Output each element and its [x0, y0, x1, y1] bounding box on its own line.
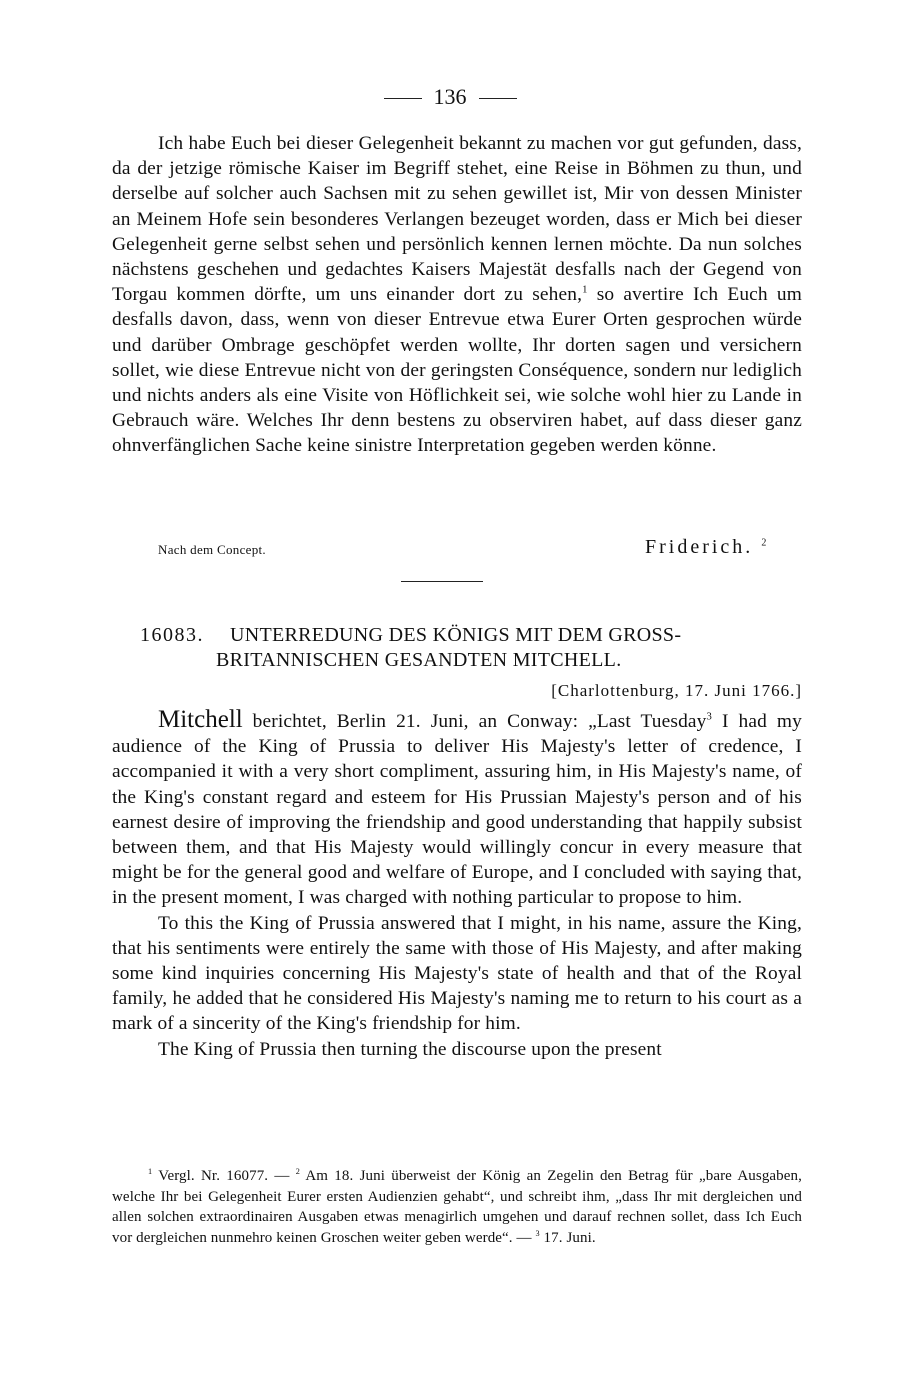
report-paragraph-3: The King of Prussia then turning the discourse upon the present	[158, 1038, 662, 1060]
section-title-line2: BRITANNISCHEN GESANDTEN MITCHELL.	[216, 649, 622, 671]
letter-text-continued: so avertire Ich Euch um desfalls davon, dass, wenn von dieser Entrevue etwa Eurer Orten gesprochen würde und darüber Ombrage geschöpfet werden wollte, Ihr dorten sagen und versichern sollet, wie diese Entrevue nicht von der geringsten Conséquence, sondern nur lediglich und nichts anders als eine Visite von Höflichkeit sei, wie solche wohl hier zu Lande in Gebrauch wäre. Welches Ihr denn bestens zu observiren habet, auf dass dieser ganz ohnverfänglichen Sache keine sinistre Interpretation gegeben werden könne.	[112, 284, 802, 457]
footnotes	[112, 1166, 802, 1248]
letter-body	[112, 131, 802, 459]
footnote-1: Vergl. Nr. 16077. —	[152, 1168, 296, 1184]
signature-name: Friderich.	[645, 536, 754, 558]
source-note: Nach dem Concept.	[158, 542, 266, 557]
report-paragraph-2: To this the King of Prussia answered that I might, in his name, assure the King, that his sentiments were entirely the same with those of His Majesty, and after making some kind inquiries concerning His Majesty's state of health and that of the Royal family, he added that he considered His Majesty's naming me to return to his court as a mark of a sincerity of the King's friendship for him.	[112, 912, 802, 1035]
header-rule-left	[384, 98, 422, 99]
report-body	[112, 707, 802, 1062]
report-first-word: Mitchell	[158, 706, 243, 733]
page-number: 136	[433, 84, 467, 109]
section-heading	[140, 623, 800, 673]
section-date: [Charlottenburg, 17. Juni 1766.]	[551, 681, 802, 700]
section-number: 16083.	[140, 624, 204, 646]
heading-line-1	[140, 623, 800, 648]
footnote-ref-3: 3	[706, 710, 713, 723]
footnote-3-mark: 3	[535, 1228, 540, 1238]
report-p1: berichtet, Berlin 21. Juni, an Conway: „Last Tuesday	[242, 711, 707, 732]
letter-text: Ich habe Euch bei dieser Gelegenheit bekannt zu machen vor gut gefunden, dass, da der jetzige römische Kaiser im Begriff stehet, eine Reise in Böhmen zu thun, und derselbe auf solcher auch Sachsen mit zu sehen gewillet ist, Mir von dessen Minister an Meinem Hofe sein besonderes Verlangen bezeuget worden, dass er Mich bei dieser Gelegenheit gerne selbst sehen und persönlich kennen lernen möchte. Da nun solches nächstens geschehen und gedachtes Kaisers Majestät desfalls nach der Gegend von Torgau kommen dörfte, um uns einander dort zu sehen,	[112, 133, 802, 306]
report-p1-continued: I had my audience of the King of Prussia to deliver His Majesty's letter of credence, I accompanied it with a very short compliment, assuring him, in His Majesty's name, of the King's constant regard and esteem for His Prussian Majesty's person and of his earnest desire of improving the friendship and good understanding that happily subsist between them, and that His Majesty would willingly concur in every measure that might be for the general good and welfare of Europe, and I concluded with saying that, in the present moment, I was charged with nothing particular to propose to him.	[112, 711, 802, 909]
letter-paragraph	[112, 131, 802, 459]
footnote-ref-2: 2	[761, 537, 767, 549]
footnote-ref-1: 1	[582, 283, 588, 296]
footnote-paragraph	[112, 1166, 802, 1248]
footnote-2: Am 18. Juni überweist der König an Zegelin den Betrag für „bare Ausgaben, welche Ihr bei Gelegenheit Eurer ersten Audienzien gehabt“, und schreibt ihm, „dass Ihr mit dergleichen und allen solchen extraordinairen Ausgaben etwas menagirlich umgehen und darauf rechnen sollet, dass Ich Euch vor dergleichen nunmehro keinen Groschen weiter geben werde“. —	[112, 1168, 802, 1246]
section-divider	[401, 581, 483, 582]
header-rule-right	[479, 98, 517, 99]
footnote-3: 17. Juni.	[539, 1229, 596, 1246]
footnote-2-mark: 2	[295, 1167, 300, 1176]
footnote-1-mark: 1	[148, 1167, 153, 1176]
section-title-line1: UNTERREDUNG DES KÖNIGS MIT DEM GROSS-	[230, 624, 682, 646]
report-paragraph-1	[112, 707, 802, 911]
signature	[645, 535, 766, 559]
page-header	[0, 84, 900, 110]
